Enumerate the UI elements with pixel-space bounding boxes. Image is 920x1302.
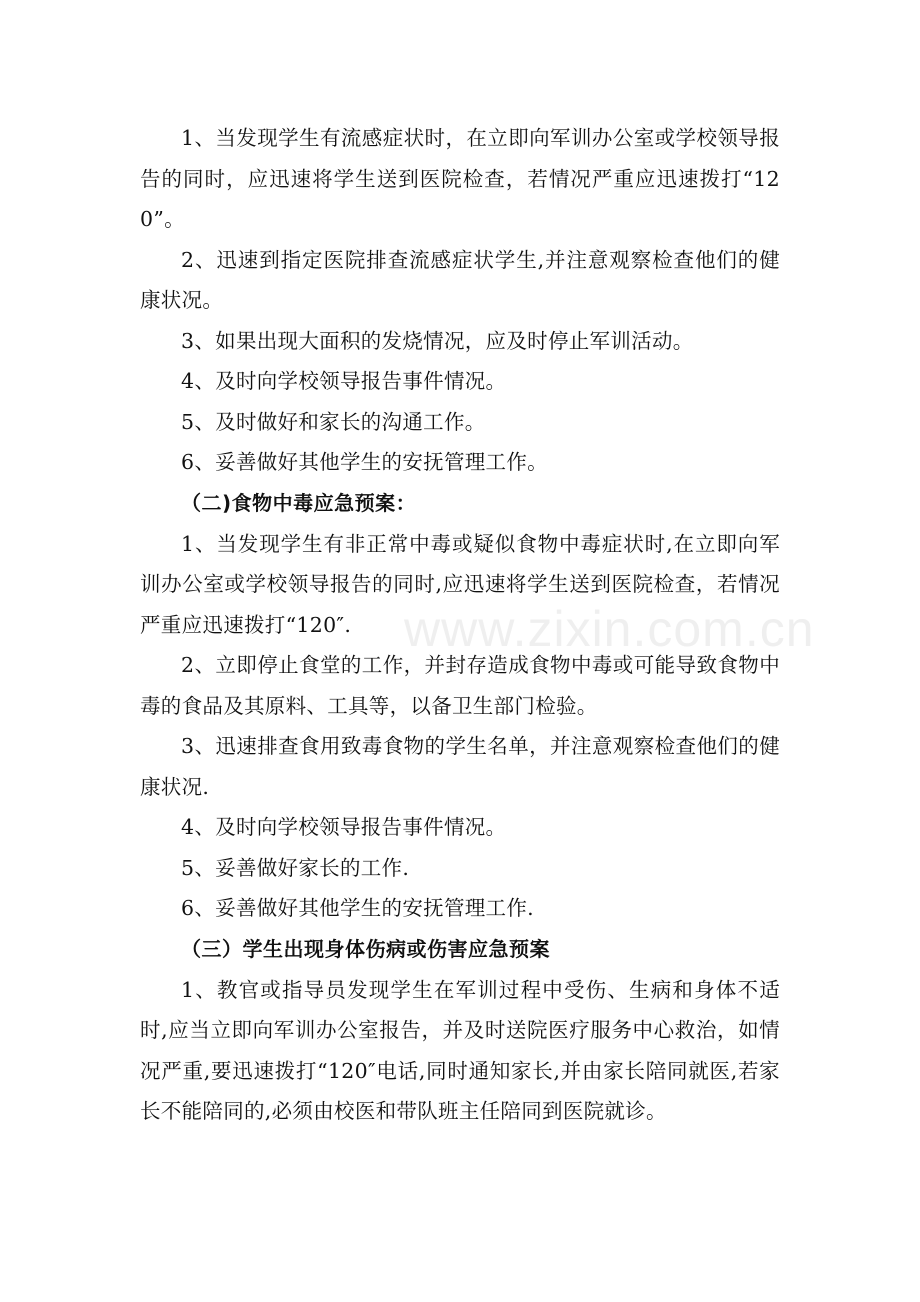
body-paragraph: 2、立即停止食堂的工作，并封存造成食物中毒或可能导致食物中毒的食品及其原料、工具等，以备卫生部门检验。	[140, 653, 780, 718]
body-paragraph: 4、及时向学校领导报告事件情况。	[181, 815, 507, 839]
body-paragraph: 3、如果出现大面积的发烧情况，应及时停止军训活动。	[181, 328, 694, 353]
body-paragraph: 3、迅速排查食用致毒食物的学生名单，并注意观察检查他们的健康状况.	[140, 734, 780, 799]
body-paragraph: 6、妥善做好其他学生的安抚管理工作.	[181, 896, 534, 920]
document-body	[140, 118, 780, 1132]
body-paragraph: 6、妥善做好其他学生的安抚管理工作。	[181, 450, 548, 474]
body-paragraph: 4、及时向学校领导报告事件情况。	[181, 369, 507, 393]
body-paragraph: 2、迅速到指定医院排查流感症状学生,并注意观察检查他们的健康状况。	[140, 247, 780, 312]
watermark: www.zixin.com.cn	[404, 601, 815, 657]
body-paragraph: 1、当发现学生有流感症状时，在立即向军训办公室或学校领导报告的同时，应迅速将学生送到医院检查，若情况严重应迅速拨打“120”。	[140, 126, 780, 231]
body-paragraph: 5、及时做好和家长的沟通工作。	[181, 409, 486, 434]
section-heading: （二)食物中毒应急预案：	[181, 490, 417, 515]
body-paragraph: 5、妥善做好家长的工作.	[181, 855, 410, 880]
body-paragraph: 1、教官或指导员发现学生在军训过程中受伤、生病和身体不适时,应当立即向军训办公室报告，并及时送院医疗服务中心救治，如情况严重,要迅速拨打“120″电话,同时通知家长,并由家长陪同就医,若家长不能陪同的,必须由校医和带队班主任陪同到医院就诊。	[140, 977, 780, 1123]
body-paragraph: 1、当发现学生有非正常中毒或疑似食物中毒症状时,在立即向军训办公室或学校领导报告的同时,应迅速将学生送到医院检查，若情况严重应迅速拨打“120″.	[140, 531, 780, 637]
section-heading: （三）学生出现身体伤病或伤害应急预案	[181, 936, 550, 961]
